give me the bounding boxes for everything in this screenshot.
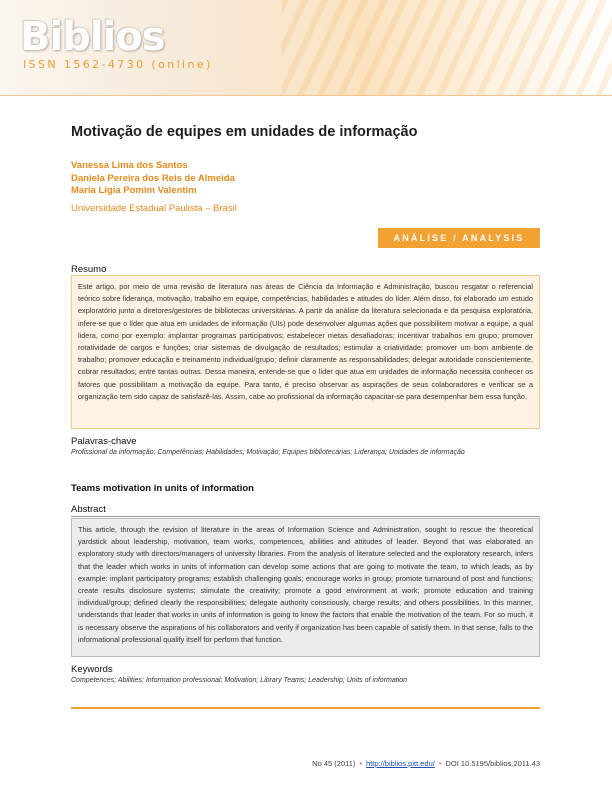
keywords-heading: Keywords	[71, 664, 113, 675]
author-name: Vanessa Lima dos Santos	[71, 160, 188, 171]
issn-line: ISSN 1562-4730 (online)	[23, 58, 213, 71]
masthead-decoration	[282, 0, 612, 96]
palavras-chave-text: Profissional da informação; Competências; Habilidades; Motivação; Equipes bibliotecárias; Liderança; Unidades de informação	[71, 449, 465, 456]
section-label-bar: ANÁLISE / ANALYSIS	[378, 228, 540, 248]
author-name: Maria Lígia Pomim Valentim	[71, 185, 197, 196]
abstract-box	[71, 518, 540, 657]
article-title: Motivação de equipes em unidades de informação	[71, 124, 418, 140]
journal-logo: Biblios	[20, 14, 165, 60]
journal-masthead	[0, 0, 612, 96]
author-name: Daniela Pereira dos Reis de Almeida	[71, 172, 235, 184]
masthead-divider	[0, 95, 612, 96]
author-list	[71, 160, 235, 198]
abstract-text: This article, through the revision of literature in the areas of Information Science and Administration, sought to rescue the theoretical yardstick about leadership, motivation, team works, competences, abilities and attitudes of leader. Beyond that was elaborated an exploratory study with directors/managers of university libraries. From the analysis of literature selected and the exploratory research, infers that the leader which works in units of information can develop some actions that are going to motivate the team, to which leads, as by example: implant participatory programs; establish challenging goals; encourage works in group; promote turnaround of post and functions; create results disclosure systems; stimulate the creativity; promote a good environment at work; promote education and training individual/group; defined clearly the responsibilities; delegate authority consciously, charge results; and others possibilities. In this manner, understands that leader that works in units of information is going to know the factors that enable the motivation of the team. For so much, it is necessary observe the aspirations of his collaborators and verify if organization has been capable of satisfy them. In that sense, falls to the informational professional qualify itself for perform that function.	[78, 525, 533, 644]
footer-divider	[71, 707, 540, 709]
footer-doi: DOI 10.5195/biblios.2011.43	[445, 759, 540, 768]
author-affiliation: Universidade Estadual Paulista – Brasil	[71, 203, 237, 214]
abstract-heading: Abstract	[71, 504, 106, 515]
resumo-text: Este artigo, por meio de uma revisão de literatura nas áreas de Ciência da Informação e Administração, buscou resgatar o referencial teórico sobre liderança, motivação, trabalho em equipe, competências, habilidades e atitudes do líder. Além disso, foi elaborado um estudo exploratório junto a diretores/gestores de bibliotecas universitárias. A partir da análise da literatura selecionada e da pesquisa exploratória, infere-se que o líder que atua em unidades de informação (UIs) pode desenvolver algumas ações que possibilitem motivar a equipe, a qual lidera, como por exemplo: implantar programas participativos; estabelecer metas desafiadoras; incentivar trabalhos em grupo; promover rotatividade de cargos e funções; criar sistemas de divulgação de resultados; estimular a criatividade; promover um bom ambiente de trabalho; promover educação e treinamento individual/grupo; definir claramente as responsabilidades; delegar autoridade conscientemente, cobrar resultados; entre tantas outras. Dessa maneira, entende-se que o líder que atua em unidades de informação necessita conhecer os fatores que possibilitam a motivação da equipe. Para tanto, é preciso observar as aspirações de seus colaboradores e verificar se a organização tem sido capaz de satisfazê-las. Assim, cabe ao profissional da informação capacitar-se para desempenhar bem essa função.	[78, 282, 533, 401]
footer-separator: •	[438, 759, 442, 768]
resumo-box	[71, 275, 540, 429]
palavras-chave-heading: Palavras-chave	[71, 436, 137, 447]
journal-url-link[interactable]: http://biblios.pitt.edu/	[366, 759, 435, 768]
resumo-heading: Resumo	[71, 264, 107, 275]
page-footer	[312, 759, 540, 768]
keywords-text: Competences; Abilities; Information professional; Motivation; Library Teams; Leadership; Units of information	[71, 677, 408, 684]
footer-separator: •	[359, 759, 363, 768]
english-title: Teams motivation in units of information	[71, 483, 254, 494]
abstract-divider	[71, 516, 540, 517]
footer-issue: No 45 (2011)	[312, 759, 356, 768]
